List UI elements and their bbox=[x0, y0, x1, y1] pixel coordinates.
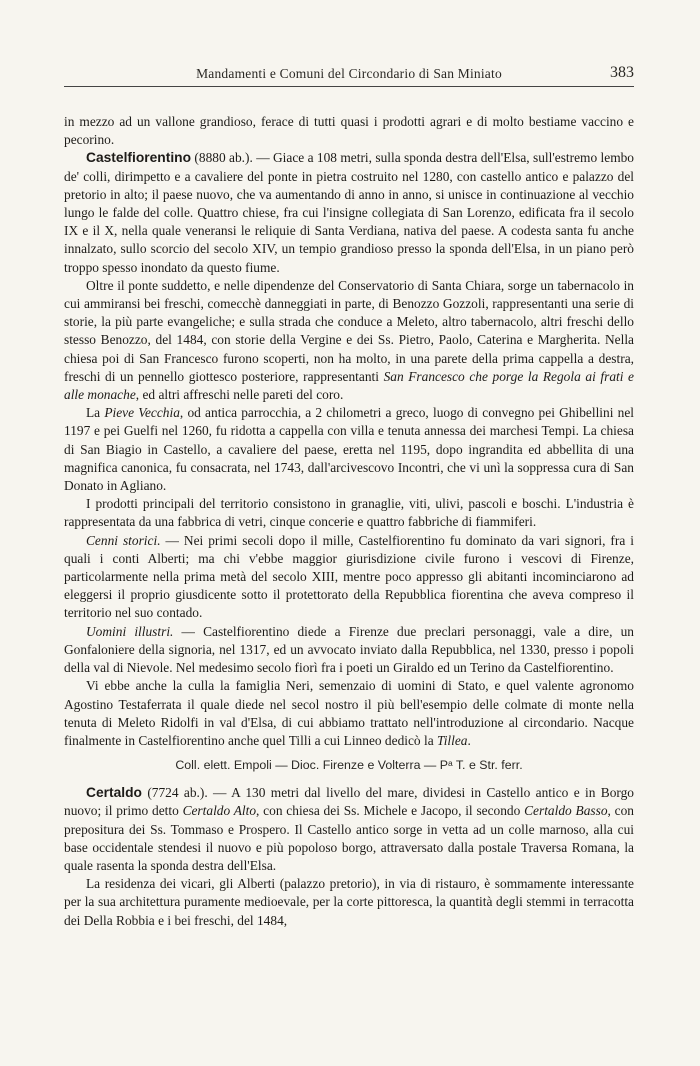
paragraph-uomini-illustri bbox=[64, 623, 634, 678]
paragraph-9-text-c: , con prepositura dei Ss. Tommaso e Prospero. Il Castello antico sorge in vetta ad un colle marnoso, alla cui base occidentale stendesi il nuovo e più popoloso borgo, attraversato dalla postale Traversa Romana, la quale rasenta la sponda destra dell'Elsa. bbox=[64, 803, 635, 873]
paragraph-8-text-b: . bbox=[467, 732, 471, 748]
page-body bbox=[64, 113, 634, 930]
paragraph-castelfiorentino bbox=[64, 149, 634, 276]
paragraph-9-text-a: (7724 ab.). — A 130 metri dal livello del mare, dividesi in Castello antico e in Borgo nuovo; il primo detto bbox=[64, 785, 634, 819]
section-heading-uomini-illustri: Uomini illustri. bbox=[86, 623, 174, 639]
paragraph-3-text-a: Oltre il ponte suddetto, e nelle dipendenze del Conservatorio di Santa Chiara, sorge un tabernacolo in cui ammiransi bei freschi, comecchè danneggiati in parte, di Benozzo Gozzoli, rappresentanti una serie di storie, la più parte evangeliche; e sulla strada che conduce a Meleto, altro tabernacolo, altri freschi dello stesso Benozzo, del 1484, con storie della Vergine e dei Ss. Pietro, Paolo, Caterina e Margherita. Nella chiesa poi di San Francesco furono scoperti, non ha molto, in una parete della prima cappella a destra, freschi di un pennello giottesco posteriore, rappresentanti bbox=[64, 277, 634, 384]
paragraph-4-italic: Pieve Vecchia bbox=[104, 405, 180, 421]
paragraph-4 bbox=[64, 404, 634, 495]
paragraph-9-text-b: , con chiesa dei Ss. Michele e Jacopo, il secondo bbox=[256, 803, 525, 819]
paragraph-cenni-storici bbox=[64, 532, 634, 623]
paragraph-6-text: — Nei primi secoli dopo il mille, Castelfiorentino fu dominato da vari signori, fra i quali i conti Alberti; ma chi v'ebbe maggior giurisdizione civile furono i vescovi di Firenze, particolarmente nella prima metà del secolo XIII, mentre poco appresso gli abitanti incominciarono ad eleggersi il proprio giusdicente sotto il protettorato della Repubblica fiorentina che aveva compreso il territorio nel suo contado. bbox=[64, 532, 634, 621]
paragraph-3-italic: San Francesco che porge la Regola ai frati e alle monache bbox=[64, 368, 634, 403]
running-title: Mandamenti e Comuni del Circondario di San Miniato bbox=[196, 66, 502, 81]
paragraph-1-text: in mezzo ad un vallone grandioso, ferace di tutti quasi i prodotti agrari e di molto bestiame vaccino e pecorino. bbox=[64, 114, 634, 148]
paragraph-9-italic-1: Certaldo Alto bbox=[182, 803, 257, 819]
paragraph-9-italic-2: Certaldo Basso bbox=[524, 803, 608, 819]
section-heading-cenni-storici: Cenni storici. bbox=[86, 532, 161, 548]
paragraph-4-text-a: La bbox=[86, 405, 105, 421]
paragraph-4-text-b: , od antica parrocchia, a 2 chilometri a greco, luogo di convegno pei Ghibellini nel 1197 e pei Guelfi nel 1260, fu ridotta a cappella con villa e tenuta annessa dei marchesi Tempi. La chiesa di San Biagio in Castello, a cavaliere del paese, eretta nel 1195, dopo ingrandita ed abbellita di una magnifica canonica, fu consacrata, nel 1743, dall'arcivescovo Incontri, che vi unì la soppressa cura di San Donato in Agliano. bbox=[64, 405, 634, 494]
paragraph-certaldo bbox=[64, 784, 634, 875]
paragraph-3-text-b: , ed altri affreschi nelle pareti del coro. bbox=[135, 387, 344, 403]
paragraph-2-text: (8880 ab.). — Giace a 108 metri, sulla sponda destra dell'Elsa, sull'estremo lembo de' colli, dirimpetto e a cavaliere del ponte in pietra costruito nel 1280, con castello antico e palazzo del pretorio in alto; il paese nuovo, che va aumentando di anno in anno, si unisce in continuazione al vecchio lungo le falde del colle. Quattro chiese, fra cui l'insigne collegiata di San Lorenzo, edificata fra il secolo IX e il X, nella quale veneransi le reliquie di Santa Verdiana, nativa del paese. A codesta santa fu anche innalzato, sullo scorcio del secolo XIV, un tempio grandioso presso la sponda dell'Elsa, in un piano però troppo spesso inondato da questo fiume. bbox=[64, 150, 634, 275]
paragraph-3 bbox=[64, 277, 634, 404]
page-header bbox=[64, 64, 634, 87]
entry-name-castelfiorentino: Castelfiorentino bbox=[86, 150, 192, 166]
paragraph-5-text: I prodotti principali del territorio consistono in granaglie, viti, ulivi, pascoli e boschi. L'industria è rappresentata da una fabbrica di vetri, cinque concerie e quattro fabbriche di fiammiferi. bbox=[64, 496, 634, 530]
paragraph-8-italic: Tillea bbox=[436, 732, 468, 748]
paragraph-7-text: — Castelfiorentino diede a Firenze due preclari personaggi, vale a dire, un Gonfaloniere della signoria, nel 1317, ed un avvocato inviato dalla Repubblica, nel 1330, presso i popoli della val di Nievole. Nel medesimo secolo fiorì fra i poeti un Giraldo ed un Terino da Castelfiorentino. bbox=[64, 623, 634, 676]
paragraph-5 bbox=[64, 495, 634, 531]
administrative-note: Coll. elett. Empoli — Dioc. Firenze e Volterra — Pᵃ T. e Str. ferr. bbox=[175, 758, 523, 773]
entry-name-certaldo: Certaldo bbox=[86, 785, 142, 801]
paragraph-10 bbox=[64, 875, 634, 930]
paragraph-8 bbox=[64, 677, 634, 750]
paragraph-8-text-a: Vi ebbe anche la culla la famiglia Neri, semenzaio di uomini di Stato, e quel valente agronomo Agostino Testaferrata il quale diede nel secol nostro il più bell'esempio delle colmate di monte nella tenuta di Meleto Ridolfi in val d'Elsa, di cui abbiamo trattato nell'introduzione al circondario. Nacque finalmente in Castelfiorentino anche quel Tilli a cui Linneo dedicò la bbox=[64, 678, 634, 748]
page-number: 383 bbox=[610, 64, 634, 81]
paragraph-10-text: La residenza dei vicari, gli Alberti (palazzo pretorio), in via di ristauro, è sommamente interessante per la sua architettura puramente medioevale, per la corte pittoresca, la quantità degli stemmi in terracotta dei Della Robbia e i bei freschi, del 1484, bbox=[64, 876, 634, 928]
paragraph-1 bbox=[64, 113, 634, 149]
